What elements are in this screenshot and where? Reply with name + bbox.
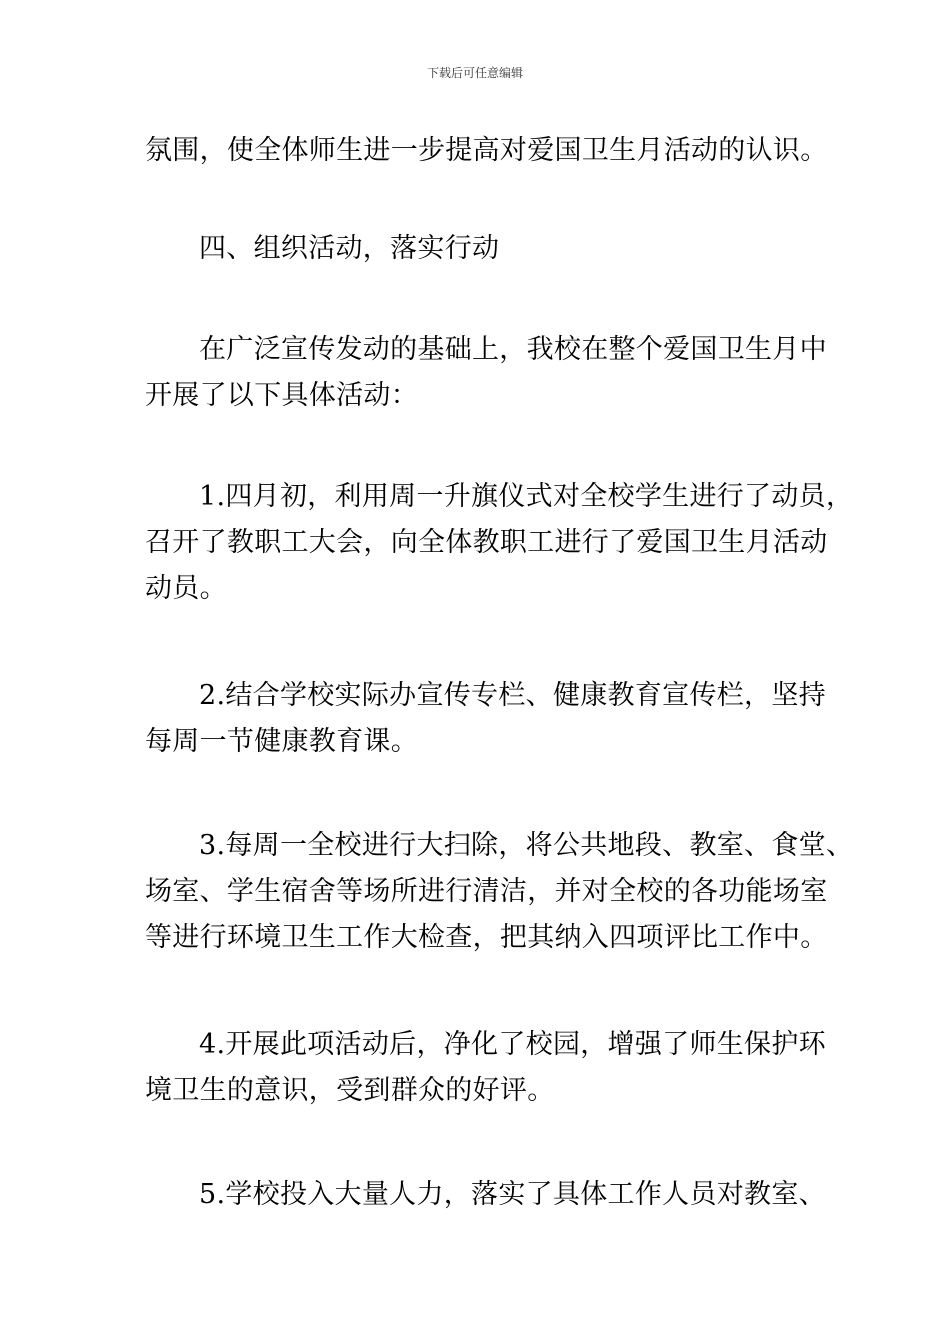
paragraph-line: 四、组织活动，落实行动 (199, 233, 500, 264)
paragraph-3 (145, 327, 827, 419)
list-item-4 (145, 1022, 826, 1114)
paragraph-line: 动员。 (145, 573, 227, 604)
list-item-1 (145, 474, 854, 612)
paragraph-line: 等进行环境卫生工作大检查，把其纳入四项评比工作中。 (145, 922, 828, 953)
paragraph-line: 3.每周一全校进行大扫除，将公共地段、教室、食堂、 (199, 830, 854, 861)
paragraph-line: 境卫生的意识，受到群众的好评。 (145, 1075, 555, 1106)
list-item-5 (145, 1172, 826, 1218)
paragraph-line: 召开了教职工大会，向全体教职工进行了爱国卫生月活动 (145, 527, 828, 558)
paragraph-line: 1.四月初，利用周一升旗仪式对全校学生进行了动员， (199, 481, 854, 512)
list-item-3 (145, 823, 854, 961)
paragraph-line: 每周一节健康教育课。 (145, 726, 418, 757)
paragraph-line: 4.开展此项活动后，净化了校园，增强了师生保护环 (199, 1029, 826, 1060)
paragraph-line: 在广泛宣传发动的基础上，我校在整个爱国卫生月中 (199, 334, 827, 365)
paragraph-line: 场室、学生宿舍等场所进行清洁，并对全校的各功能场室 (145, 876, 828, 907)
paragraph-line: 开展了以下具体活动： (145, 380, 418, 411)
list-item-2 (145, 673, 826, 765)
paragraph-line: 氛围，使全体师生进一步提高对爱国卫生月活动的认识。 (145, 135, 828, 166)
paragraph-line: 2.结合学校实际办宣传专栏、健康教育宣传栏，坚持 (199, 680, 826, 711)
paragraph-1 (145, 128, 828, 174)
header-note: 下载后可任意编辑 (426, 66, 523, 80)
paragraph-line: 5.学校投入大量人力，落实了具体工作人员对教室、 (199, 1179, 826, 1210)
section-heading (145, 226, 815, 272)
